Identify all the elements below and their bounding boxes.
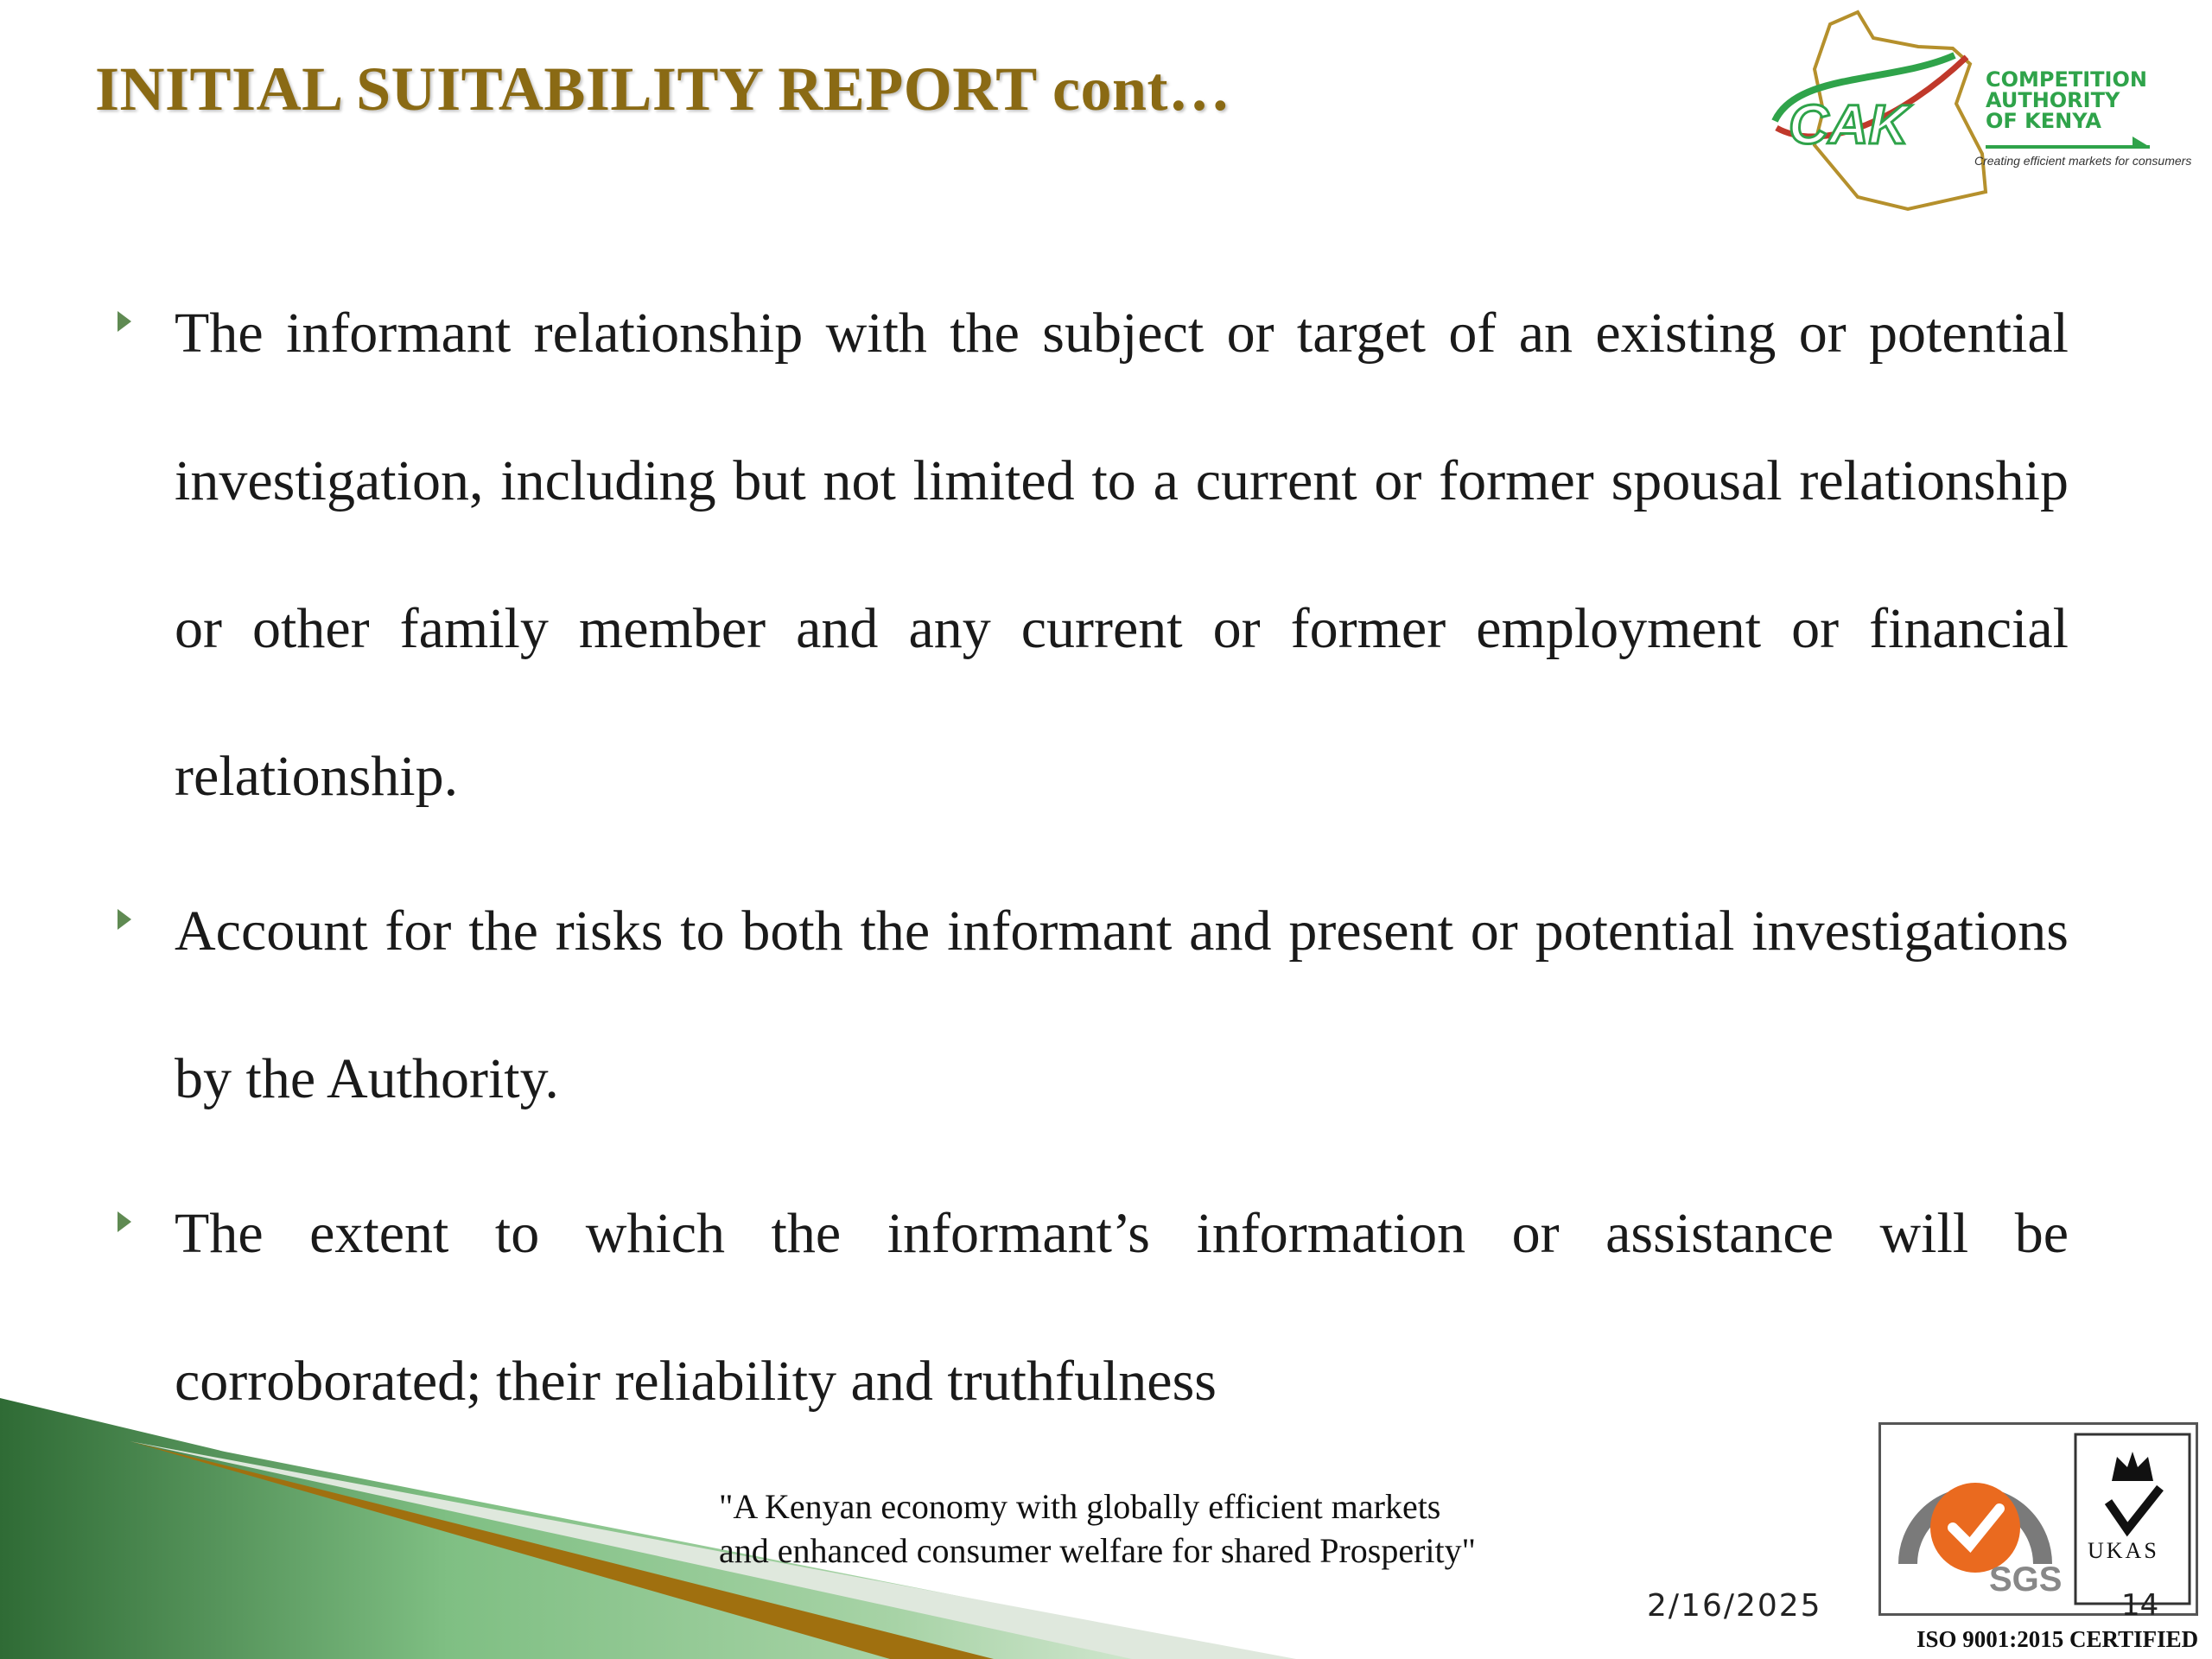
bullet-list <box>112 259 2069 1462</box>
bullet-arrow-icon <box>118 311 131 332</box>
ukas-crown-icon <box>2074 1433 2191 1605</box>
logo-org-name-line3: OF KENYA <box>1986 109 2101 133</box>
logo-org-name-line2: AUTHORITY <box>1986 88 2120 112</box>
bullet-arrow-icon <box>118 1211 131 1232</box>
bullet-arrow-icon <box>118 909 131 930</box>
bullet-text: The informant relationship with the subject or target of an existing or potential investigation, including but not limited to a current or former spousal relationship or other family member and any current or former employment or financial relationship. <box>175 302 2069 808</box>
footer-quote-line2: and enhanced consumer welfare for shared Prosperity" <box>719 1531 1476 1570</box>
bullet-item <box>112 259 2069 850</box>
bullet-text: Account for the risks to both the informant and present or potential investigations by the Authority. <box>175 899 2069 1110</box>
footer-quote <box>719 1484 1476 1573</box>
logo-org-name <box>1986 69 2147 131</box>
logo-org-name-line1: COMPETITION <box>1986 67 2147 92</box>
bullet-text: The extent to which the informant’s information or assistance will be corroborated; their reliability and truthfulness <box>175 1202 2069 1413</box>
footer-quote-line1: "A Kenyan economy with globally efficient markets <box>719 1487 1441 1526</box>
ukas-mark: UKAS <box>2088 1538 2159 1563</box>
iso-certified-label: ISO 9001:2015 CERTIFIED <box>1916 1626 2199 1652</box>
bullet-item <box>112 857 2069 1153</box>
slide-title: INITIAL SUITABILITY REPORT cont… <box>95 54 1231 124</box>
slide-date: 2/16/2025 <box>1647 1588 1822 1624</box>
sgs-mark: SGS <box>1989 1560 2063 1599</box>
bullet-item <box>112 1160 2069 1455</box>
logo-tagline: Creating efficient markets for consumers <box>1974 154 2192 168</box>
svg-text:CAK: CAK <box>1789 93 1909 156</box>
page-number: 14 <box>2121 1588 2159 1623</box>
